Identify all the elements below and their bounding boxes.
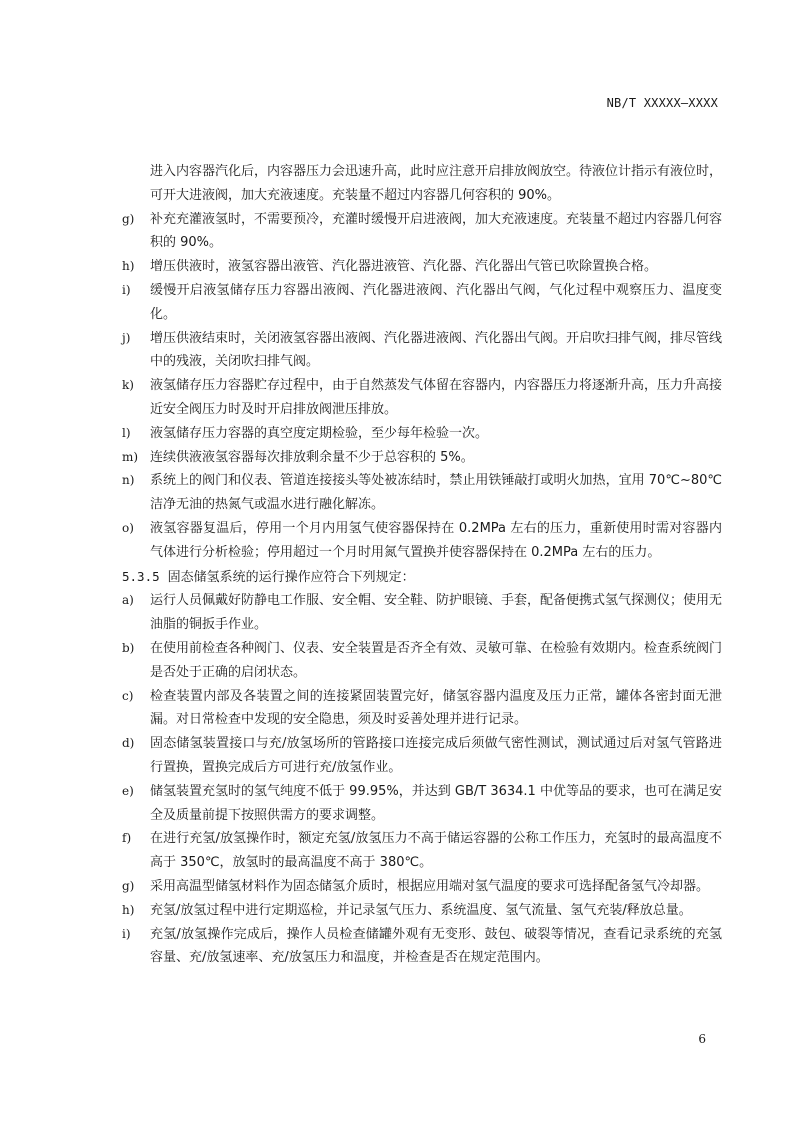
list-marker: k): [122, 378, 134, 393]
list-item-a: [122, 589, 722, 637]
list-marker: h): [122, 259, 135, 274]
list-item-m: [122, 446, 722, 470]
list-item-f: [122, 827, 722, 875]
list-item-text: 增压供液结束时，关闭液氢容器出液阀、汽化器进液阀、汽化器出气阀。开启吹扫排气阀，排尽管线中的残液，关闭吹扫排气阀。: [150, 330, 723, 370]
list-marker: l): [122, 425, 131, 440]
list-item-text: 运行人员佩戴好防静电工作服、安全帽、安全鞋、防护眼镜、手套，配备便携式氢气探测仪；使用无油脂的铜扳手作业。: [150, 593, 723, 633]
list-item-g2: [122, 875, 722, 899]
list-item-j: [122, 327, 722, 375]
list-marker: e): [122, 783, 134, 798]
list-item-l: [122, 422, 722, 446]
list-item-text: 系统上的阀门和仪表、管道连接接头等处被冻结时，禁止用铁锤敲打或明火加热，宜用 70℃~80℃洁净无油的热氮气或温水进行融化解冻。: [150, 473, 722, 513]
list-item-text: 固态储氢装置接口与充/放氢场所的管路接口连接完成后须做气密性测试，测试通过后对氢气管路进行置换，置换完成后方可进行充/放氢作业。: [150, 736, 722, 775]
list-item-text: 采用高温型储氢材料作为固态储氢介质时，根据应用端对氢气温度的要求可选择配备氢气冷却器。: [150, 878, 710, 894]
list-item-n: [122, 469, 722, 517]
list-marker: h): [122, 902, 135, 917]
list-marker: a): [122, 593, 134, 608]
list-item-h2: [122, 899, 722, 923]
list-marker: g): [122, 878, 135, 893]
list-marker: c): [122, 688, 134, 703]
list-item-b: [122, 637, 722, 685]
list-item-k: [122, 374, 722, 422]
document-code-header: NB/T XXXXX—XXXX: [606, 96, 718, 110]
list-marker: i): [122, 282, 131, 297]
list-item-text: 储氢装置充氢时的氢气纯度不低于 99.95%，并达到 GB/T 3634.1 中优等品的要求，也可在满足安全及质量前提下按照供需方的要求调整。: [150, 783, 722, 823]
list-item-g: [122, 208, 722, 256]
list-item-h: [122, 255, 722, 279]
document-body: [122, 160, 722, 970]
list-item-i2: [122, 923, 722, 971]
page-number: 6: [698, 1032, 706, 1046]
list-marker: m): [122, 449, 139, 464]
list-item-text: 在使用前检查各种阀门、仪表、安全装置是否齐全有效、灵敏可靠、在检验有效期内。检查系统阀门是否处于正确的启闭状态。: [150, 640, 723, 680]
list-item-text: 充氢/放氢过程中进行定期巡检，并记录氢气压力、系统温度、氢气流量、氢气充装/释放总量。: [150, 902, 692, 918]
list-item-o: [122, 517, 722, 565]
list-item-c: [122, 685, 722, 733]
list-item-i: [122, 279, 722, 327]
list-item-text: 充氢/放氢操作完成后，操作人员检查储罐外观有无变形、鼓包、破裂等情况，查看记录系统的充氢容量、充/放氢速率、充/放氢压力和温度，并检查是否在规定范围内。: [150, 926, 722, 966]
list-item-continuation: [122, 160, 722, 208]
list-item-text: 液氢储存压力容器的真空度定期检验，至少每年检验一次。: [150, 425, 489, 441]
list-item-text: 补充充灌液氢时，不需要预冷，充灌时缓慢开启进液阀，加大充液速度。充装量不超过内容器几何容积的 90%。: [150, 211, 723, 251]
list-item-text: 连续供液液氢容器每次排放剩余量不少于总容积的 5%。: [150, 449, 474, 465]
list-marker: b): [122, 640, 135, 655]
list-marker: f): [122, 831, 132, 846]
list-item-text: 进入内容器汽化后，内容器压力会迅速升高，此时应注意开启排放阀放空。待液位计指示有液位时，可开大进液阀，加大充液速度。充装量不超过内容器几何容积的 90%。: [150, 164, 723, 203]
list-item-text: 增压供液时，液氢容器出液管、汽化器进液管、汽化器、汽化器出气管已吹除置换合格。: [150, 259, 658, 275]
list-item-text: 液氢容器复温后，停用一个月内用氢气使容器保持在 0.2MPa 左右的压力，重新使用时需对容器内气体进行分析检验；停用超过一个月时用氮气置换并使容器保持在 0.2MPa 左右的压力。: [150, 520, 722, 560]
list-marker: g): [122, 211, 135, 226]
list-marker: i): [122, 926, 131, 941]
list-marker: o): [122, 520, 134, 535]
list-item-text: 在进行充氢/放氢操作时，额定充氢/放氢压力不高于储运容器的公称工作压力，充氢时的最高温度不高于 350℃，放氢时的最高温度不高于 380℃。: [150, 831, 722, 871]
list-item-e: [122, 780, 722, 828]
list-item-text: 检查装置内部及各装置之间的连接紧固装置完好，储氢容器内温度及压力正常，罐体各密封面无泄漏。对日常检查中发现的安全隐患，须及时妥善处理并进行记录。: [150, 688, 722, 728]
list-marker: n): [122, 473, 135, 488]
section-heading: [122, 565, 722, 590]
list-item-text: 液氢储存压力容器贮存过程中，由于自然蒸发气体留在容器内，内容器压力将逐渐升高，压力升高接近安全阀压力时及时开启排放阀泄压排放。: [150, 378, 723, 417]
list-marker: d): [122, 736, 135, 751]
section-title: 固态储氢系统的运行操作应符合下列规定：: [167, 569, 415, 585]
list-item-d: [122, 732, 722, 780]
list-marker: j): [122, 330, 131, 345]
section-number: 5.3.5: [122, 568, 160, 584]
list-item-text: 缓慢开启液氢储存压力容器出液阀、汽化器进液阀、汽化器出气阀，气化过程中观察压力、温度变化。: [150, 282, 722, 322]
